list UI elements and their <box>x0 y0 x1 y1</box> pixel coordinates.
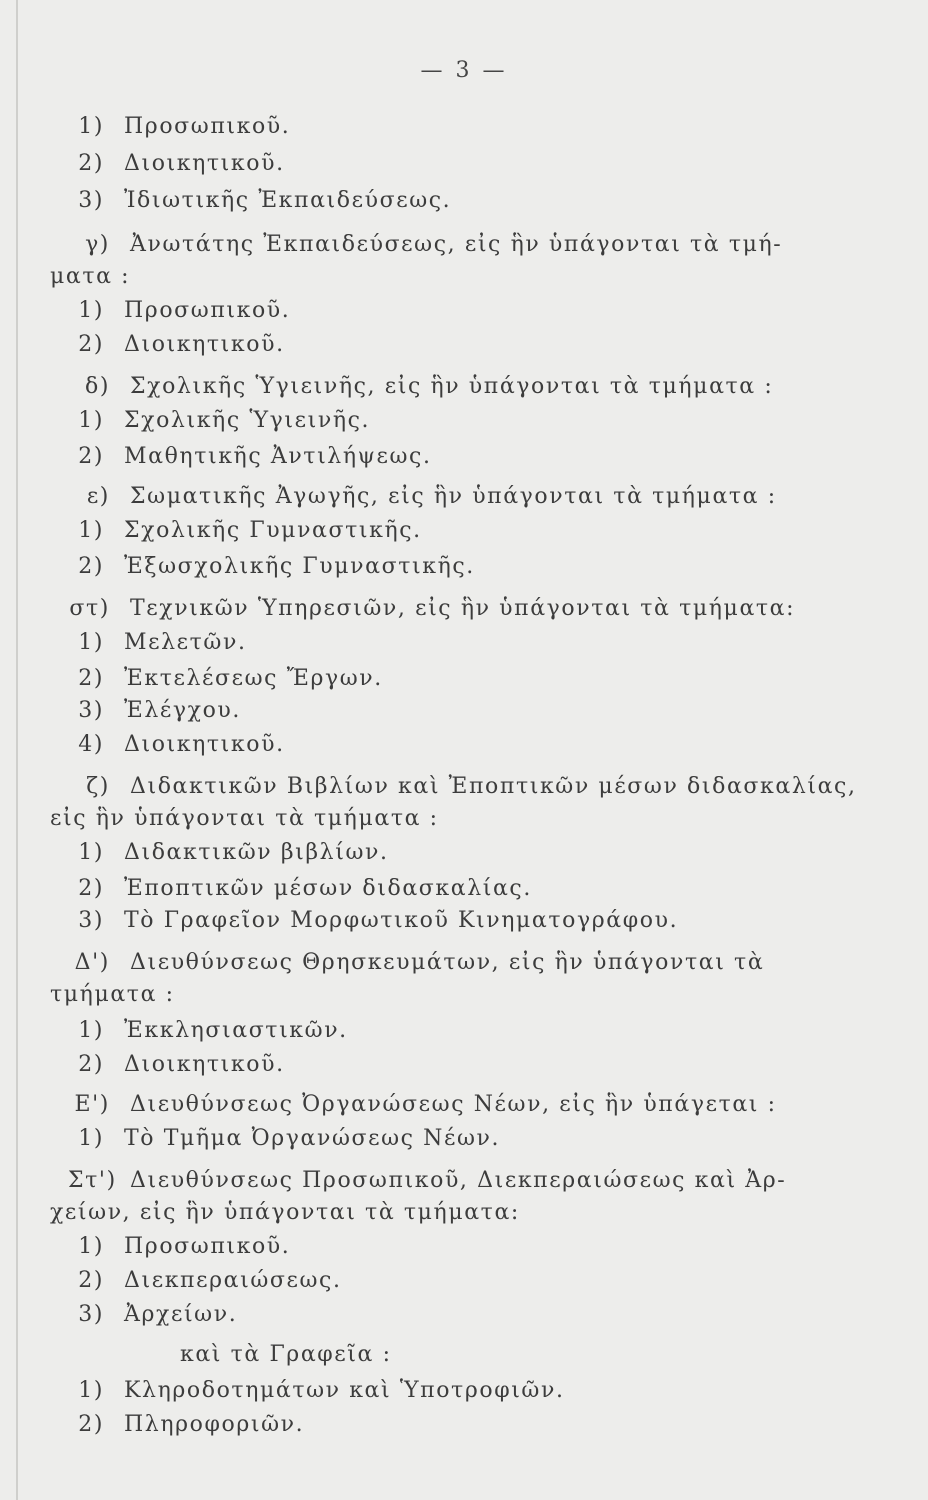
list-item: 1) Μελετῶν. <box>78 630 247 655</box>
list-item: 1) Κληροδοτημάτων καὶ Ὑποτροφιῶν. <box>78 1378 565 1403</box>
list-item: 1) Τὸ Τμῆμα Ὀργανώσεως Νέων. <box>78 1126 501 1151</box>
list-item: 1) Προσωπικοῦ. <box>78 114 291 139</box>
list-item: 2) Διοικητικοῦ. <box>78 332 285 357</box>
list-item: 2) Ἐξωσχολικῆς Γυμναστικῆς. <box>78 554 475 579</box>
list-item: 2) Ἐκτελέσεως Ἔργων. <box>78 666 383 691</box>
subsection-heading: καὶ τὰ Γραφεῖα : <box>180 1342 392 1367</box>
continuation-line: χείων, εἰς ἣν ὑπάγονται τὰ τμήματα: <box>50 1200 520 1225</box>
list-item: 2) Διεκπεραιώσεως. <box>78 1268 342 1293</box>
section-heading: στ) Τεχνικῶν Ὑπηρεσιῶν, εἰς ἣν ὑπάγονται τὰ τμήματα: <box>69 596 796 621</box>
list-item: 3) Ἐλέγχου. <box>78 698 241 723</box>
page-edge-line <box>16 0 18 1500</box>
section-heading: Ε') Διευθύνσεως Ὀργανώσεως Νέων, εἰς ἣν ὑπάγεται : <box>74 1092 777 1117</box>
list-item: 4) Διοικητικοῦ. <box>78 732 285 757</box>
list-item: 2) Διοικητικοῦ. <box>78 1052 285 1077</box>
list-item: 1) Διδακτικῶν βιβλίων. <box>78 840 389 865</box>
list-item: 2) Μαθητικῆς Ἀντιλήψεως. <box>78 444 432 469</box>
list-item: 1) Σχολικῆς Ὑγιεινῆς. <box>78 408 371 433</box>
list-item: 2) Ἐποπτικῶν μέσων διδασκαλίας. <box>78 876 532 901</box>
list-item: 3) Τὸ Γραφεῖον Μορφωτικοῦ Κινηματογράφου. <box>78 908 679 933</box>
section-heading: ε) Σωματικῆς Ἀγωγῆς, εἰς ἣν ὑπάγονται τὰ τμήματα : <box>86 484 777 509</box>
list-item: 1) Σχολικῆς Γυμναστικῆς. <box>78 518 422 543</box>
list-item: 3) Ἀρχείων. <box>78 1302 238 1327</box>
section-heading: δ) Σχολικῆς Ὑγιεινῆς, εἰς ἣν ὑπάγονται τὰ τμήματα : <box>84 374 774 399</box>
continuation-line: ματα : <box>50 264 131 289</box>
list-item: 2) Διοικητικοῦ. <box>78 151 285 176</box>
page-number: — 3 — <box>420 58 508 83</box>
list-item: 1) Προσωπικοῦ. <box>78 298 291 323</box>
list-item: 3) Ἰδιωτικῆς Ἐκπαιδεύσεως. <box>78 188 452 213</box>
list-item: 1) Ἐκκλησιαστικῶν. <box>78 1018 348 1043</box>
section-heading: Στ') Διευθύνσεως Προσωπικοῦ, Διεκπεραιώσεως καὶ Ἀρ- <box>68 1168 787 1193</box>
list-item: 1) Προσωπικοῦ. <box>78 1234 291 1259</box>
section-heading: Δ') Διευθύνσεως Θρησκευμάτων, εἰς ἣν ὑπάγονται τὰ <box>74 950 765 975</box>
section-heading: ζ) Διδακτικῶν Βιβλίων καὶ Ἐποπτικῶν μέσων διδασκαλίας, <box>86 774 857 799</box>
list-item: 2) Πληροφοριῶν. <box>78 1412 305 1437</box>
continuation-line: τμήματα : <box>50 982 175 1007</box>
continuation-line: εἰς ἣν ὑπάγονται τὰ τμήματα : <box>50 806 439 831</box>
section-heading: γ) Ἀνωτάτης Ἐκπαιδεύσεως, εἰς ἣν ὑπάγονται τὰ τμή- <box>85 232 783 257</box>
